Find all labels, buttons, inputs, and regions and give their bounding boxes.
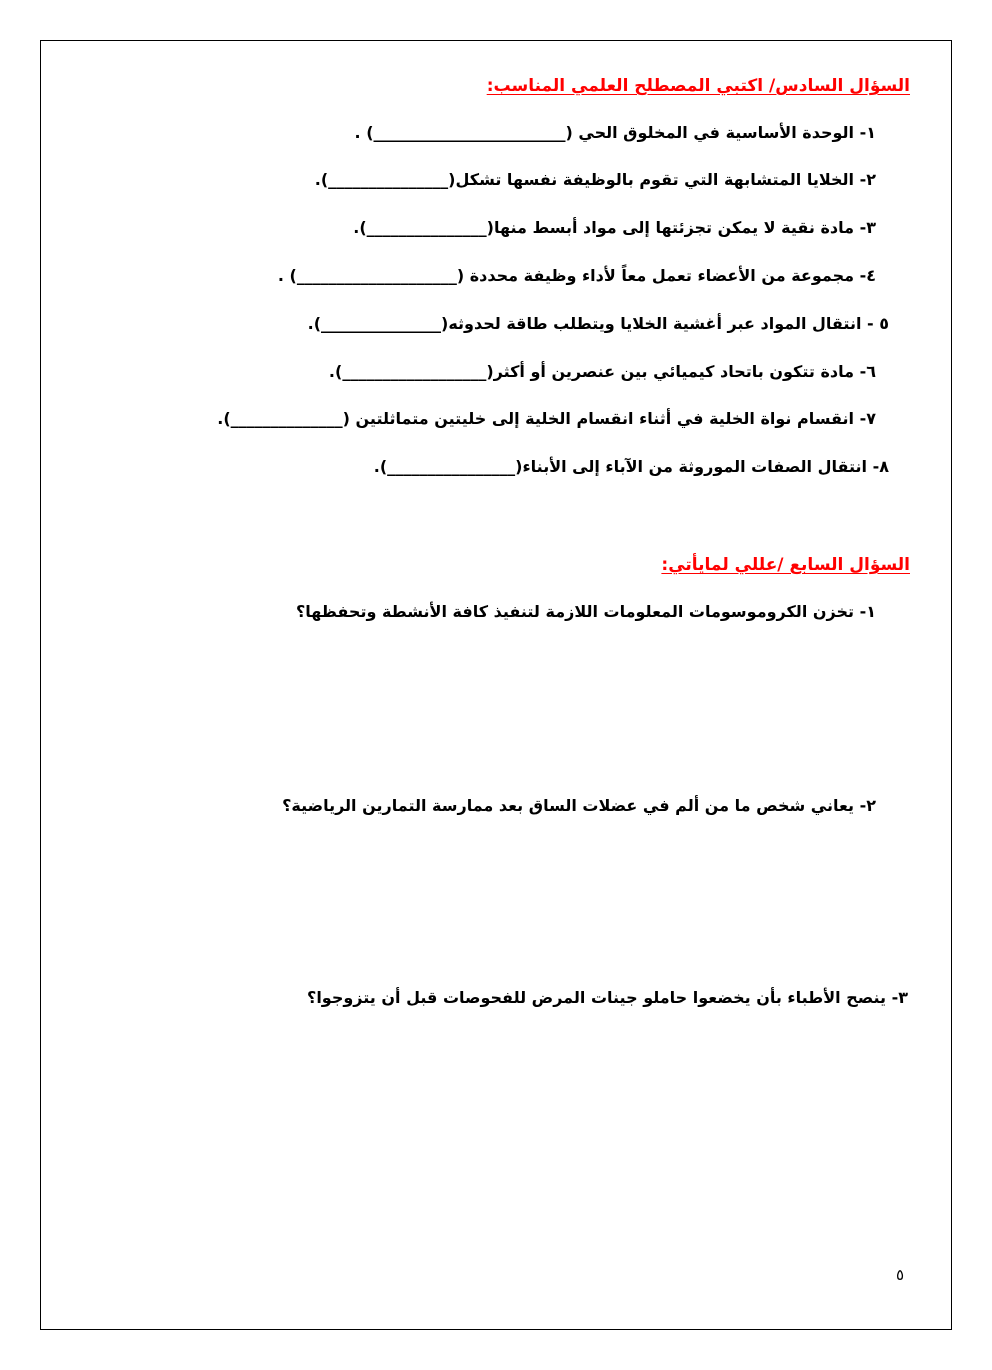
section6-item-6: ٦- مادة تتكون باتحاد كيميائي بين عنصرين أو أكثر(__________________). — [328, 362, 876, 381]
section7-heading: السؤال السابع /عللي لمايأتي: — [661, 555, 910, 575]
section6-item-5: ٥ - انتقال المواد عبر أغشية الخلايا ويتطلب طاقة لحدوثه(_______________). — [307, 314, 889, 333]
section7-item-3: ٣- ينصح الأطباء بأن يخضعوا حاملو جينات المرض للفحوصات قبل أن يتزوجوا؟ — [307, 988, 908, 1007]
section6-heading: السؤال السادس/ اكتبي المصطلح العلمي المناسب: — [486, 76, 910, 96]
section6-item-1: ١- الوحدة الأساسية في المخلوق الحي (________________________) . — [354, 123, 876, 142]
page-number: ٥ — [896, 1266, 905, 1284]
section7-item-1: ١- تخزن الكروموسومات المعلومات اللازمة لتنفيذ كافة الأنشطة وتحفظها؟ — [295, 602, 876, 621]
section6-item-2: ٢- الخلايا المتشابهة التي تقوم بالوظيفة نفسها تشكل(_______________). — [314, 170, 876, 189]
section6-item-4: ٤- مجموعة من الأعضاء تعمل معاً لأداء وظيفة محددة (____________________) . — [277, 266, 876, 285]
section6-item-3: ٣- مادة نقية لا يمكن تجزئتها إلى مواد أبسط منها(_______________). — [353, 218, 876, 237]
section7-item-2: ٢- يعاني شخص ما من ألم في عضلات الساق بعد ممارسة التمارين الرياضية؟ — [282, 796, 876, 815]
section6-item-7: ٧- انقسام نواة الخلية في أثناء انقسام الخلية إلى خليتين متماثلتين (______________). — [217, 409, 876, 428]
section6-item-8: ٨- انتقال الصفات الموروثة من الآباء إلى الأبناء(________________). — [373, 457, 889, 476]
